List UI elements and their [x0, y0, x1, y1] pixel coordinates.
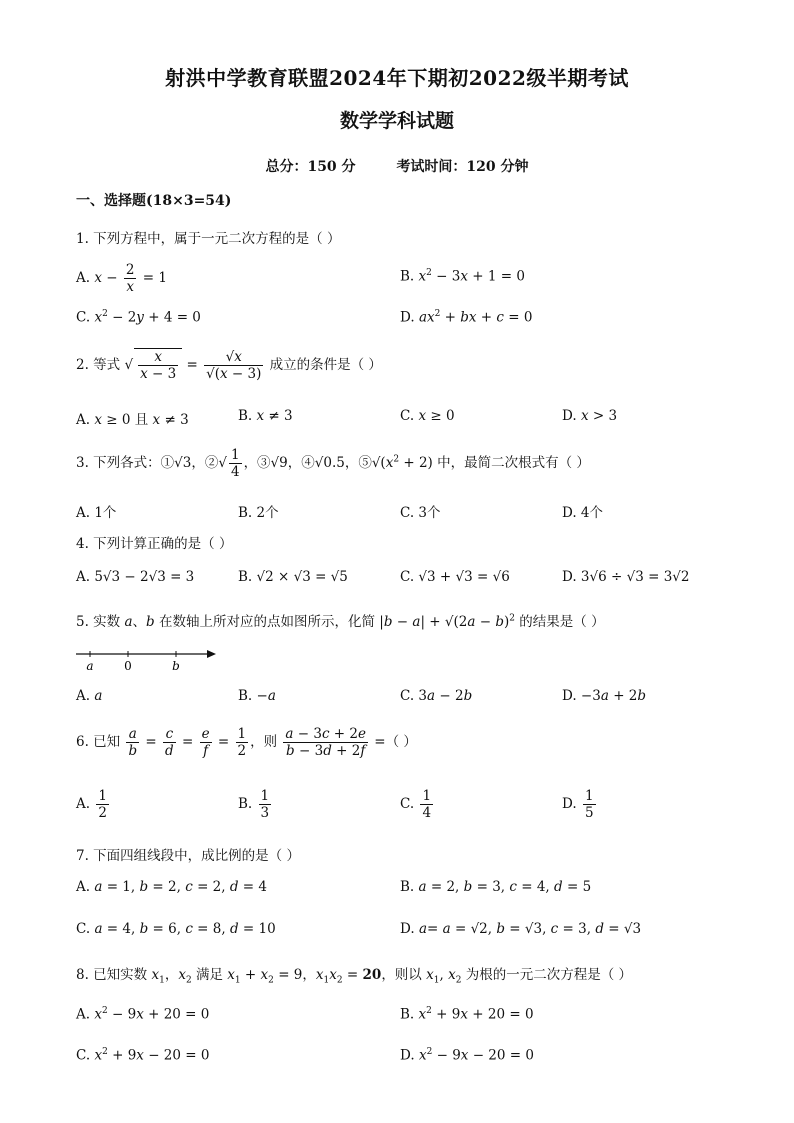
q2-option-c: C. x ≥ 0 — [400, 408, 455, 424]
exam-title: 射洪中学教育联盟2024年下期初2022级半期考试 — [165, 66, 629, 90]
q6-option-b: B. $\frac{1}{3}$ — [238, 788, 270, 821]
q4-option-b: B. √2 × √3 = √5 — [238, 569, 348, 585]
question-4: 4. 下列计算正确的是（ ） — [76, 536, 233, 552]
q7-option-d: D. a= a = √2, b = √3, c = 3, d = √3 — [400, 921, 642, 937]
numline-label-a: a — [86, 659, 94, 673]
question-6: 6. 已知 $\frac{a}{b}$ = $\frac{c}{d}$ = $\frac{e}{f}$ = $\frac{1}{2}$ ，则 $\frac{a - 3c + 2e}{b - 3d + 2f}$ =（ ） — [76, 726, 417, 759]
question-8: 8. 已知实数 $x_1$，$x_2$ 满足 $x_1 + x_2 = 9$，$x_1x_2 = 20$，则以 $x_1$, $x_2$ 为根的一元二次方程是（ ） — [76, 967, 633, 986]
q7-option-b: B. a = 2, b = 3, c = 4, d = 5 — [400, 879, 592, 895]
question-1: 1. 下列方程中，属于一元二次方程的是（ ） — [76, 231, 341, 247]
q2-option-a: A. x ≥ 0 且 x ≠ 3 — [76, 412, 189, 428]
q5-option-c: C. 3a − 2b — [400, 688, 473, 704]
q5-option-d: D. −3a + 2b — [562, 688, 647, 704]
numline-label-0: 0 — [124, 659, 132, 673]
q1-option-c: C. $x^2 - 2y + 4 = 0$ — [76, 309, 201, 326]
q2-option-b: B. x ≠ 3 — [238, 408, 293, 424]
q1-option-b: B. $x^2 - 3x + 1 = 0$ — [400, 268, 525, 285]
section-title: 一、选择题(18×3=54) — [76, 193, 232, 209]
q5-option-b: B. −a — [238, 688, 276, 704]
exam-subtitle: 数学学科试题 — [339, 110, 454, 132]
q5-option-a: A. a — [76, 688, 103, 704]
q1-option-a: A. x − $\frac{2}{x}$ = 1 — [76, 262, 167, 295]
q6-option-a: A. $\frac{1}{2}$ — [76, 788, 107, 821]
question-7: 7. 下面四组线段中，成比例的是（ ） — [76, 848, 300, 864]
q6-option-c: C. $\frac{1}{4}$ — [400, 788, 432, 821]
q6-option-d: D. $\frac{1}{5}$ — [562, 788, 594, 821]
question-3: 3. 下列各式：①√3，②√ $\frac{1}{4}$ ，③√9，④√0.5，$⑤√(x^2 + 2)$ 中，最简二次根式有（ ） — [76, 447, 590, 480]
exam-time: 考试时间：120 分钟 — [396, 159, 529, 175]
numline-label-b: b — [172, 659, 180, 673]
q8-option-a: A. $x^2 - 9x + 20 = 0$ — [76, 1006, 210, 1023]
question-5: 5. 实数 a、b 在数轴上所对应的点如图所示，化简 $|b - a| + √(2a - b)^2$ 的结果是（ ） — [76, 613, 605, 630]
q3-option-a: A. 1个 — [76, 505, 117, 521]
q7-option-c: C. a = 4, b = 6, c = 8, d = 10 — [76, 921, 276, 937]
q4-option-d: D. 3√6 ÷ √3 = 3√2 — [562, 569, 690, 585]
q8-option-d: D. $x^2 - 9x - 20 = 0$ — [400, 1047, 534, 1064]
total-score: 总分：150 分 — [265, 159, 356, 175]
q8-option-c: C. $x^2 + 9x - 20 = 0$ — [76, 1047, 210, 1064]
q8-option-b: B. $x^2 + 9x + 20 = 0$ — [400, 1006, 534, 1023]
q3-option-d: D. 4个 — [562, 505, 604, 521]
q7-option-a: A. a = 1, b = 2, c = 2, d = 4 — [76, 879, 267, 895]
q4-option-c: C. √3 + √3 = √6 — [400, 569, 510, 585]
question-2: 2. 等式 √ $\frac{x}{x - 3}$ = $\frac{√x}{√(x - 3)}$ 成立的条件是（ ） — [76, 349, 382, 382]
q3-option-b: B. 2个 — [238, 505, 279, 521]
q2-option-d: D. x > 3 — [562, 408, 618, 424]
q3-option-c: C. 3个 — [400, 505, 441, 521]
exam-meta — [0, 156, 794, 176]
q1-option-d: D. $ax^2$ + bx + c = 0 — [400, 309, 533, 326]
number-line — [76, 644, 226, 674]
q4-option-a: A. 5√3 − 2√3 = 3 — [76, 569, 195, 585]
